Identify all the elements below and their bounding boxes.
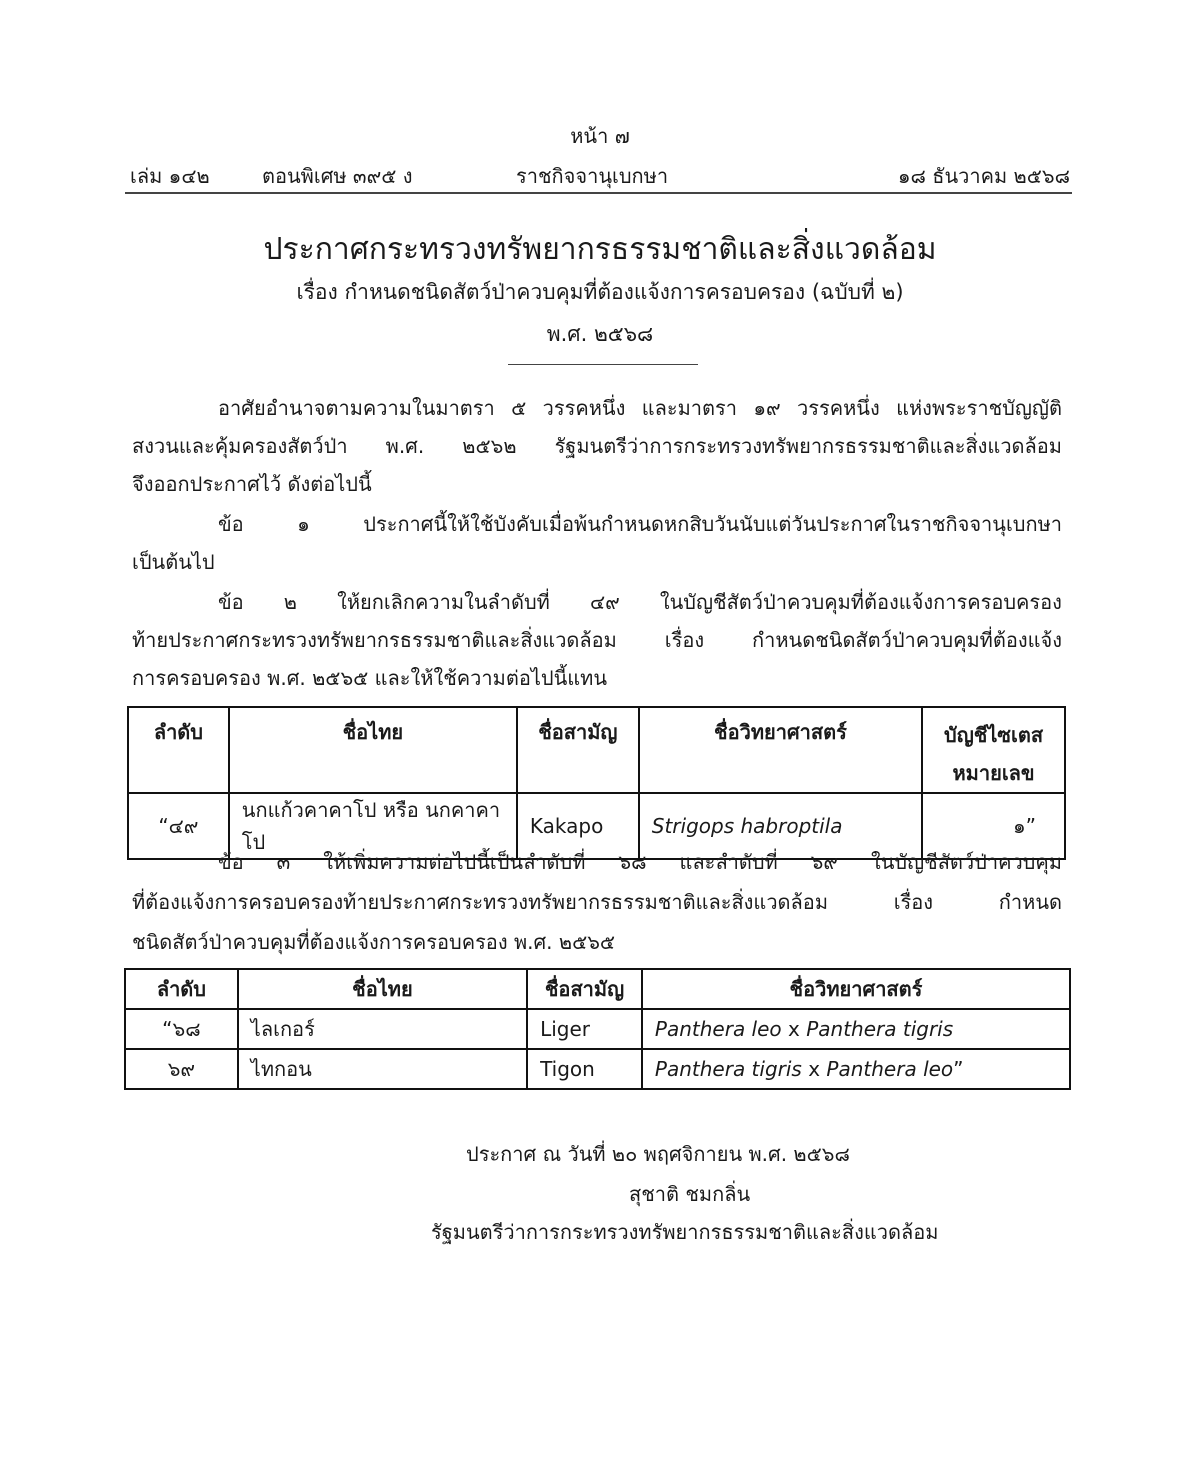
announcement-title: ประกาศกระทรวงทรัพยากรธรรมชาติและสิ่งแวดล้อม [263,232,937,267]
cell-common-name: Liger [527,1009,642,1049]
title-rule [508,364,698,365]
page-number: หน้า ๗ [570,124,630,148]
paragraph-1-line-1: อาศัยอำนาจตามความในมาตรา ๕ วรรคหนึ่ง และมาตรา ๑๙ วรรคหนึ่ง แห่งพระราชบัญญัติ [218,396,1062,420]
paragraph-3-line-3: การครอบครอง พ.ศ. ๒๕๖๕ และให้ใช้ความต่อไปนี้แทน [132,666,607,690]
header-rule [125,192,1072,194]
cell-thai-name: นกแก้วคาคาโป หรือ นกคาคาโป [229,793,517,859]
cell-thai-name: ไทกอน [238,1049,527,1089]
paragraph-2-line-2: เป็นต้นไป [132,550,215,574]
volume-number: เล่ม ๑๔๒ [130,164,210,188]
column-header-scientific-name: ชื่อวิทยาศาสตร์ [642,969,1070,1009]
paragraph-1-line-2: สงวนและคุ้มครองสัตว์ป่า พ.ศ. ๒๕๖๒ รัฐมนตรีว่าการกระทรวงทรัพยากรธรรมชาติและสิ่งแวดล้อม [132,434,1062,458]
cell-thai-name: ไลเกอร์ [238,1009,527,1049]
cell-order: “๖๘ [125,1009,238,1049]
announcement-year: พ.ศ. ๒๕๖๘ [546,322,654,346]
paragraph-1-line-3: จึงออกประกาศไว้ ดังต่อไปนี้ [132,472,372,496]
amendment-table-1 [127,706,1066,860]
cell-common-name: Kakapo [517,793,639,859]
cell-order: “๔๙ [128,793,229,859]
column-header-thai-name: ชื่อไทย [238,969,527,1009]
cell-scientific-name: Panthera tigris x Panthera leo” [642,1049,1070,1089]
paragraph-4-line-3: ชนิดสัตว์ป่าควบคุมที่ต้องแจ้งการครอบครอง พ.ศ. ๒๕๖๕ [132,930,616,954]
paragraph-3-line-1: ข้อ ๒ ให้ยกเลิกความในลำดับที่ ๔๙ ในบัญชีสัตว์ป่าควบคุมที่ต้องแจ้งการครอบครอง [218,590,1062,614]
column-header-order: ลำดับ [128,707,229,793]
cell-scientific-name: Panthera leo x Panthera tigris [642,1009,1070,1049]
paragraph-3-line-2: ท้ายประกาศกระทรวงทรัพยากรธรรมชาติและสิ่งแวดล้อม เรื่อง กำหนดชนิดสัตว์ป่าควบคุมที่ต้องแจ้ง [132,628,1062,652]
signatory-name: สุชาติ ชมกลิ่น [629,1182,751,1206]
cell-order: ๖๙ [125,1049,238,1089]
column-header-thai-name: ชื่อไทย [229,707,517,793]
column-header-common-name: ชื่อสามัญ [527,969,642,1009]
table-row [125,1009,1070,1049]
table-row [125,1049,1070,1089]
column-header-order: ลำดับ [125,969,238,1009]
cell-scientific-name: Strigops habroptila [639,793,922,859]
issue-date: ๑๘ ธันวาคม ๒๕๖๘ [897,164,1070,188]
cell-cites-appendix: ๑” [922,793,1065,859]
column-header-common-name: ชื่อสามัญ [517,707,639,793]
amendment-table-2 [124,968,1071,1090]
paragraph-4-line-1: ข้อ ๓ ให้เพิ่มความต่อไปนี้เป็นลำดับที่ ๖๘ และลำดับที่ ๖๙ ในบัญชีสัตว์ป่าควบคุม [218,850,1062,874]
signatory-position: รัฐมนตรีว่าการกระทรวงทรัพยากรธรรมชาติและสิ่งแวดล้อม [431,1220,939,1244]
cell-common-name: Tigon [527,1049,642,1089]
section-number: ตอนพิเศษ ๓๙๕ ง [262,164,413,188]
announcement-date-line: ประกาศ ณ วันที่ ๒๐ พฤศจิกายน พ.ศ. ๒๕๖๘ [466,1142,850,1166]
gazette-name: ราชกิจจานุเบกษา [516,164,669,188]
paragraph-4-line-2: ที่ต้องแจ้งการครอบครองท้ายประกาศกระทรวงทรัพยากรธรรมชาติและสิ่งแวดล้อม เรื่อง กำหนด [132,890,1062,914]
announcement-subject: เรื่อง กำหนดชนิดสัตว์ป่าควบคุมที่ต้องแจ้งการครอบครอง (ฉบับที่ ๒) [296,280,904,304]
paragraph-2-line-1: ข้อ ๑ ประกาศนี้ให้ใช้บังคับเมื่อพ้นกำหนดหกสิบวันนับแต่วันประกาศในราชกิจจานุเบกษา [218,512,1062,536]
column-header-scientific-name: ชื่อวิทยาศาสตร์ [639,707,922,793]
column-header-cites-appendix: บัญชีไซเตส หมายเลข [922,707,1065,793]
